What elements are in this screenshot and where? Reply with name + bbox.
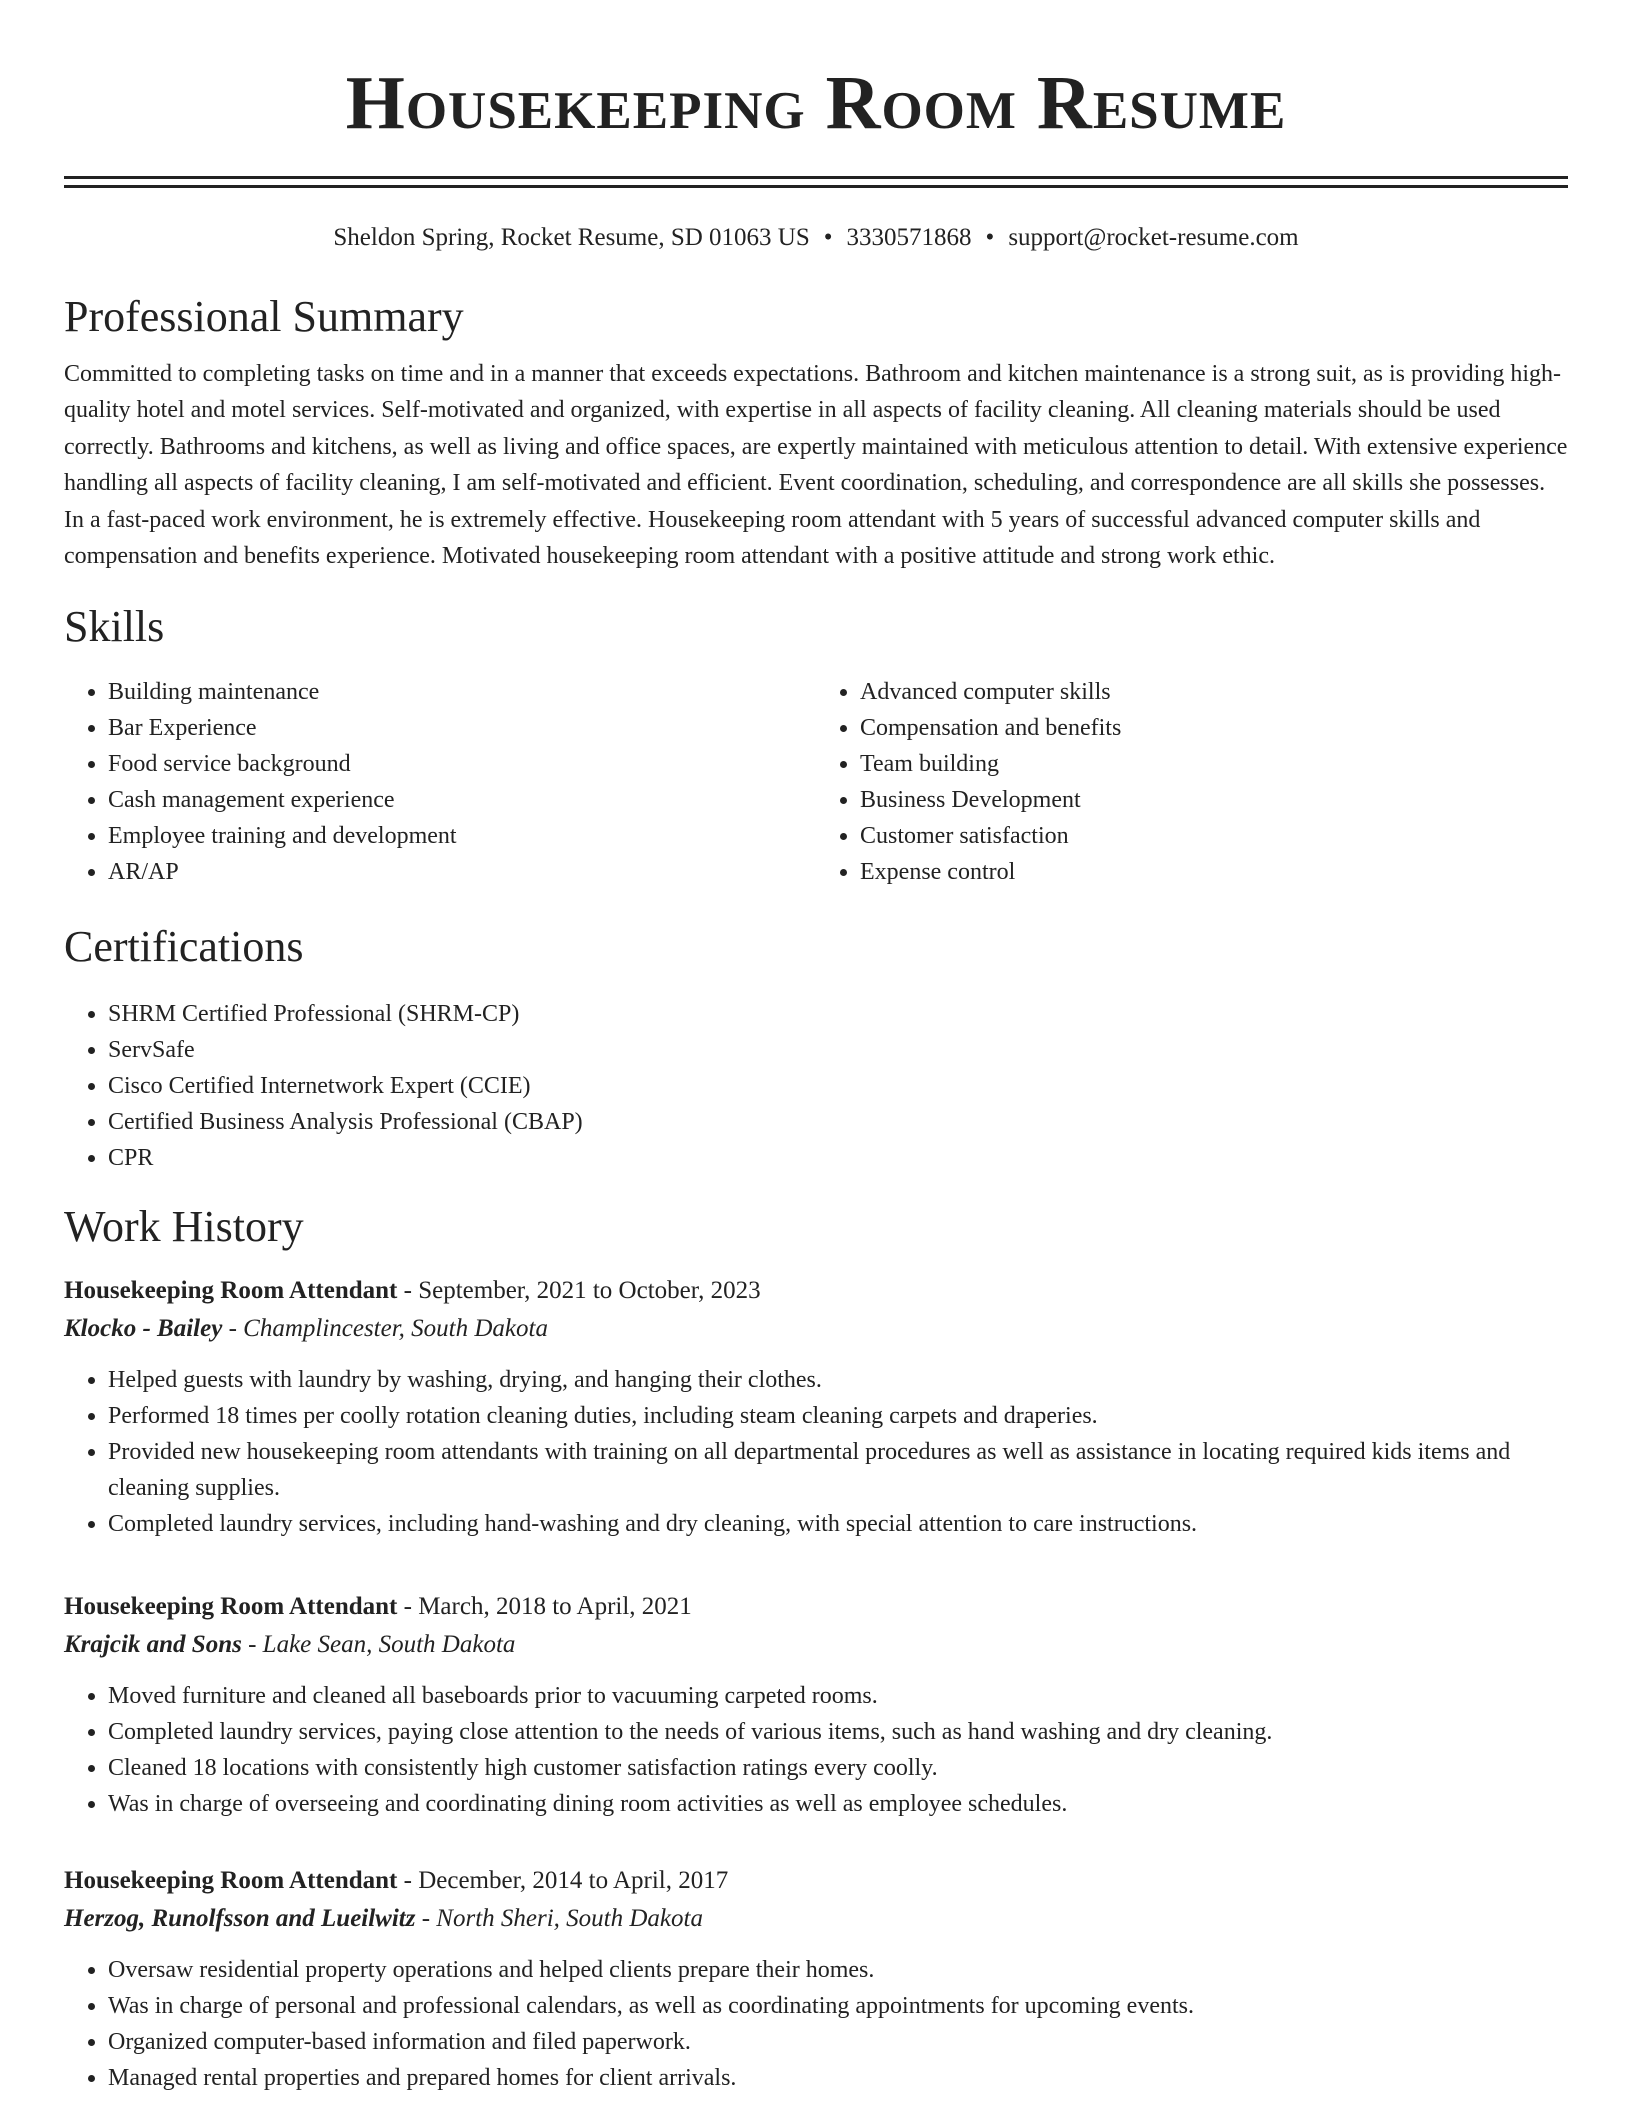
section-heading-summary: Professional Summary bbox=[64, 292, 464, 341]
job-bullet: • Helped guests with laundry by washing, drying, and hanging their clothes. bbox=[108, 1362, 1568, 1398]
skill-item: • Advanced computer skills bbox=[860, 674, 1568, 710]
job-location: - Champlincester, South Dakota bbox=[222, 1315, 548, 1343]
title-divider-bottom bbox=[64, 185, 1568, 188]
certification-item: • ServSafe bbox=[108, 1032, 1568, 1068]
job-dates: - September, 2021 to October, 2023 bbox=[397, 1277, 761, 1305]
job-bullet: • Completed laundry services, including hand-washing and dry cleaning, with special attention to care instructions. bbox=[108, 1506, 1568, 1542]
job-company: Herzog, Runolfsson and Lueilwitz bbox=[64, 1905, 416, 1933]
contact-phone: 3330571868 bbox=[846, 224, 972, 251]
job-bullets bbox=[64, 1362, 1568, 1542]
certifications-list bbox=[64, 996, 1568, 1176]
certification-item: • Cisco Certified Internetwork Expert (CCIE) bbox=[108, 1068, 1568, 1104]
job-title-line bbox=[64, 1588, 1568, 1626]
job-bullet: • Moved furniture and cleaned all baseboards prior to vacuuming carpeted rooms. bbox=[108, 1678, 1568, 1714]
job-bullet: • Was in charge of personal and professional calendars, as well as coordinating appointments for upcoming events. bbox=[108, 1988, 1568, 2024]
job-dates: - December, 2014 to April, 2017 bbox=[397, 1867, 729, 1895]
job-bullets bbox=[64, 1952, 1568, 2096]
skill-item: • Cash management experience bbox=[108, 782, 816, 818]
job-bullet: • Organized computer-based information and filed paperwork. bbox=[108, 2024, 1568, 2060]
job-dates: - March, 2018 to April, 2021 bbox=[397, 1593, 692, 1621]
skills-list-right bbox=[816, 674, 1568, 890]
skill-item: • Bar Experience bbox=[108, 710, 816, 746]
job-company: Klocko - Bailey bbox=[64, 1315, 223, 1343]
certification-item: • SHRM Certified Professional (SHRM-CP) bbox=[108, 996, 1568, 1032]
professional-summary-section bbox=[64, 290, 1568, 574]
job-bullet: • Completed laundry services, paying close attention to the needs of various items, such as hand washing and dry cleaning. bbox=[108, 1714, 1568, 1750]
job-bullet: • Managed rental properties and prepared homes for client arrivals. bbox=[108, 2060, 1568, 2096]
job-title: Housekeeping Room Attendant bbox=[64, 1277, 398, 1305]
certifications-section bbox=[64, 920, 1568, 1176]
job-bullet: • Was in charge of overseeing and coordinating dining room activities as well as employee schedules. bbox=[108, 1786, 1568, 1822]
skill-item: • Business Development bbox=[860, 782, 1568, 818]
job-location: - Lake Sean, South Dakota bbox=[241, 1631, 516, 1659]
work-history-section bbox=[64, 1200, 1568, 2096]
contact-line bbox=[64, 222, 1568, 254]
skill-item: • Expense control bbox=[860, 854, 1568, 890]
job-bullet: • Cleaned 18 locations with consistently high customer satisfaction ratings every coolly. bbox=[108, 1750, 1568, 1786]
certification-item: • CPR bbox=[108, 1140, 1568, 1176]
job-company-line bbox=[64, 1626, 1568, 1664]
job-title: Housekeeping Room Attendant bbox=[64, 1867, 398, 1895]
job-entry bbox=[64, 1272, 1568, 1542]
job-title-line bbox=[64, 1862, 1568, 1900]
job-location: - North Sheri, South Dakota bbox=[415, 1905, 703, 1933]
certification-item: • Certified Business Analysis Professional (CBAP) bbox=[108, 1104, 1568, 1140]
job-entry bbox=[64, 1588, 1568, 1822]
skill-item: • Team building bbox=[860, 746, 1568, 782]
section-heading-work-history: Work History bbox=[64, 1202, 304, 1252]
contact-separator: • bbox=[823, 224, 833, 251]
job-title: Housekeeping Room Attendant bbox=[64, 1593, 398, 1621]
skills-list-left bbox=[64, 674, 816, 890]
skill-item: • Building maintenance bbox=[108, 674, 816, 710]
skill-item: • Compensation and benefits bbox=[860, 710, 1568, 746]
job-bullet: • Oversaw residential property operations and helped clients prepare their homes. bbox=[108, 1952, 1568, 1988]
job-company-line bbox=[64, 1900, 1568, 1938]
skills-section bbox=[64, 600, 1568, 890]
job-title-line bbox=[64, 1272, 1568, 1310]
job-company-line bbox=[64, 1310, 1568, 1348]
skills-columns bbox=[64, 674, 1568, 890]
contact-email: support@rocket-resume.com bbox=[1008, 224, 1299, 251]
skill-item: • Food service background bbox=[108, 746, 816, 782]
skill-item: • Customer satisfaction bbox=[860, 818, 1568, 854]
title-divider-top bbox=[64, 176, 1568, 179]
skill-item: • AR/AP bbox=[108, 854, 816, 890]
job-bullet: • Performed 18 times per coolly rotation cleaning duties, including steam cleaning carpets and draperies. bbox=[108, 1398, 1568, 1434]
skill-item: • Employee training and development bbox=[108, 818, 816, 854]
contact-separator: • bbox=[985, 224, 995, 251]
job-bullet: • Provided new housekeeping room attendants with training on all departmental procedures as well as assistance in locating required kids items and cleaning supplies. bbox=[108, 1434, 1568, 1506]
job-entry bbox=[64, 1862, 1568, 2096]
job-bullets bbox=[64, 1678, 1568, 1822]
resume-title: Housekeeping Room Resume bbox=[345, 61, 1287, 145]
contact-address: Sheldon Spring, Rocket Resume, SD 01063 US bbox=[333, 224, 810, 251]
summary-paragraph: Committed to completing tasks on time and in a manner that exceeds expectations. Bathroom and kitchen maintenance is a strong suit, as is providing high-quality hotel and motel services. Self-motivated and organized, with expertise in all aspects of facility cleaning. All cleaning materials should be used correctly. Bathrooms and kitchens, as well as living and office spaces, are expertly maintained with meticulous attention to detail. With extensive experience handling all aspects of facility cleaning, I am self-motivated and efficient. Event coordination, scheduling, and correspondence are all skills she possesses. In a fast-paced work environment, he is extremely effective. Housekeeping room attendant with 5 years of successful advanced computer skills and compensation and benefits experience. Motivated housekeeping room attendant with a positive attitude and strong work ethic. bbox=[64, 361, 1568, 570]
section-heading-certifications: Certifications bbox=[64, 922, 304, 972]
job-company: Krajcik and Sons bbox=[64, 1631, 242, 1659]
section-heading-skills: Skills bbox=[64, 602, 165, 652]
